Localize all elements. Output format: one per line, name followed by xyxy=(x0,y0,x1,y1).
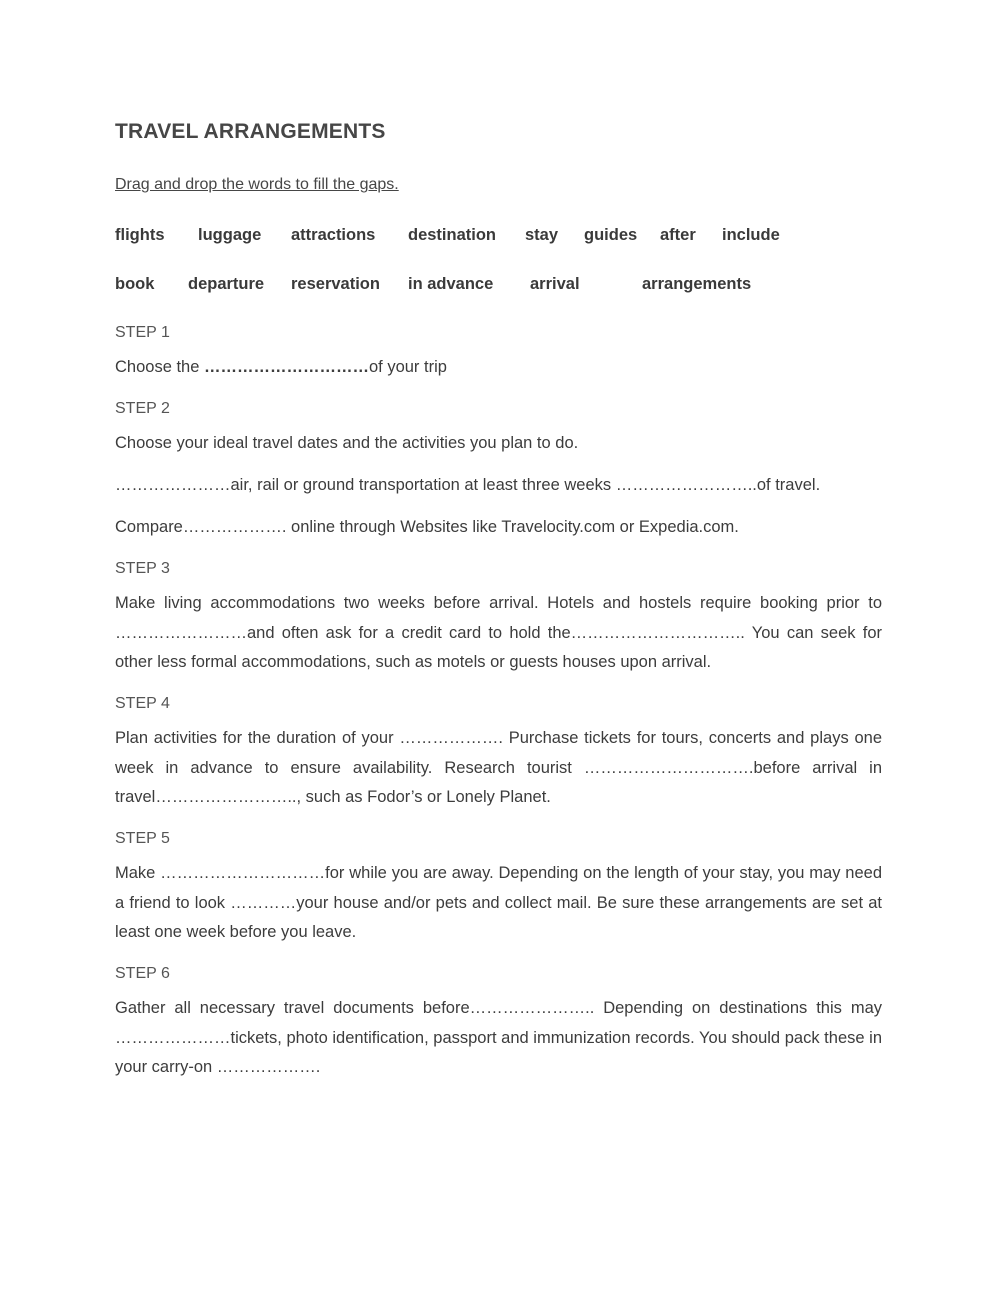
word-after[interactable]: after xyxy=(660,226,696,244)
word-stay[interactable]: stay xyxy=(525,226,559,244)
word-arrangements[interactable]: arrangements xyxy=(642,275,752,293)
step-2-label: STEP 2 xyxy=(115,400,170,417)
step-3-text: Make living accommodations two weeks before arrival. Hotels and hostels require booking prior to ……………………and often ask for a credit card to hold the………………………….. You can seek for other less formal accommodations, such as motels or guests houses upon arrival. xyxy=(115,594,882,672)
word-guides[interactable]: guides xyxy=(584,226,638,244)
word-in-advance[interactable]: in advance xyxy=(408,275,494,293)
step-3-label: STEP 3 xyxy=(115,560,170,577)
step-1-text-post: of your trip xyxy=(368,358,447,376)
word-departure[interactable]: departure xyxy=(188,275,265,293)
step-1-text xyxy=(115,353,882,383)
step-6-text: Gather all necessary travel documents before………………….. Depending on destinations this may …………………tickets, photo identification, passport and immunization records. You should pack these in your carry-on ………………. xyxy=(115,999,882,1077)
word-arrival[interactable]: arrival xyxy=(530,275,580,293)
word-bank-row-1 xyxy=(115,226,895,248)
instruction-text: Drag and drop the words to fill the gaps. xyxy=(115,176,399,193)
word-bank-row-2 xyxy=(115,275,895,297)
page-title: TRAVEL ARRANGEMENTS xyxy=(115,120,386,143)
word-destination[interactable]: destination xyxy=(408,226,497,244)
step-4-label: STEP 4 xyxy=(115,695,170,712)
step-2-line-2: …………………air, rail or ground transportation at least three weeks ……………………..of travel. xyxy=(115,476,821,494)
step-5-text: Make …………………………for while you are away. Depending on the length of your stay, you may need a friend to look …………your house and/or pets and collect mail. Be sure these arrangements are set at least one week before you leave. xyxy=(115,864,882,942)
step-6-label: STEP 6 xyxy=(115,965,170,982)
step-5-label: STEP 5 xyxy=(115,830,170,847)
step-2-line-1: Choose your ideal travel dates and the activities you plan to do. xyxy=(115,434,579,452)
word-attractions[interactable]: attractions xyxy=(291,226,376,244)
word-book[interactable]: book xyxy=(115,275,155,293)
step-4-text: Plan activities for the duration of your ………………. Purchase tickets for tours, concerts and plays one week in advance to ensure availability. Research tourist ………………………….before arrival in travel…………………….., such as Fodor’s or Lonely Planet. xyxy=(115,729,882,807)
step-1-text-pre: Choose the xyxy=(115,358,204,376)
word-reservation[interactable]: reservation xyxy=(291,275,380,293)
word-luggage[interactable]: luggage xyxy=(198,226,262,244)
word-flights[interactable]: flights xyxy=(115,226,165,244)
word-include[interactable]: include xyxy=(722,226,780,244)
step-2-line-3: Compare………………. online through Websites like Travelocity.com or Expedia.com. xyxy=(115,518,739,536)
step-1-label: STEP 1 xyxy=(115,324,170,341)
step-1-gap[interactable]: ………………………… xyxy=(203,358,369,376)
